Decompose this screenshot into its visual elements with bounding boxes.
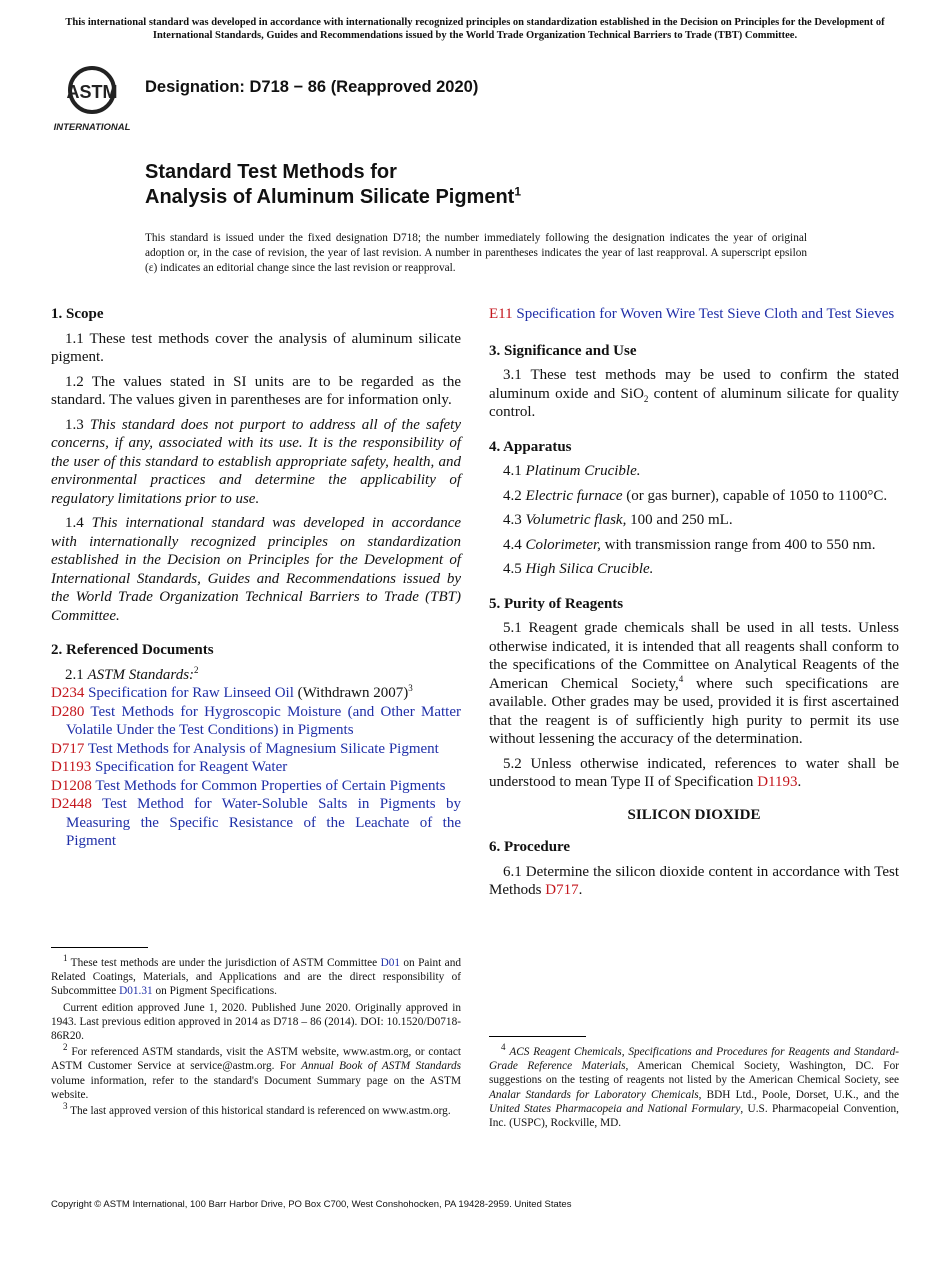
section-procedure-heading: 6. Procedure [489,839,571,855]
para-4-5: 4.5 High Silica Crucible. [503,561,654,577]
para-1-4: 1.4 This international standard was developed in accordance with internationally recognized principles on standardization established in the Decision on Principles for the Development of International Standards, Guides and Recommendations issued by the World Trade Organization Technical Barriers to Trade (TBT) Committee. [51,515,462,624]
footnote-2: $^2$ For referenced ASTM standards, visit the ASTM website, www.astm.org, or contact ASTM Customer Service at service@astm.org. For Annual Book of ASTM Standards volume information, refer to the standard's Document Summary page on the ASTM website. [51,1042,461,1101]
left-column [51,305,461,851]
reference-d234[interactable]: D234 Specification for Raw Linseed Oil (Withdrawn 2007)$^3$ [51,683,413,701]
designation: Designation: D718 − 86 (Reapproved 2020) [145,78,479,96]
footnote-rule [51,947,148,948]
footnote-1: $^1$ These test methods are under the jurisdiction of ASTM Committee D01 on Paint and Related Coatings, Materials, and Applications and are the direct responsibility of Subcommittee D01.31 on Pigment Specifications. [51,953,461,998]
footnote-3: $^3$ The last approved version of this historical standard is referenced on www.astm.org. [63,1101,451,1118]
para-1-3: 1.3 This standard does not purport to address all of the safety concerns, if any, associated with its use. It is the responsibility of the user of this standard to establish appropriate safety, health, and environmental practices and determine the applicability of regulatory limitations prior to use. [51,416,462,507]
para-4-2: 4.2 Electric furnace (or gas burner), capable of 1050 to 1100°C. [503,487,888,504]
logo-bottom-text: INTERNATIONAL [53,122,131,133]
top-notice: This international standard was developed in accordance with internationally recognized principles on standardization established in the Decision on Principles for the Development of International Standards, Guides and Recommendations issued by the World Trade Organization Technical Barriers to Trade (TBT) Committee. [65,17,885,41]
footnote-1-edition: Current edition approved June 1, 2020. Published June 2020. Originally approved in 1943. Last previous edition approved in 2014 as D718 – 86 (2014). DOI: 10.1520/D0718-86R20. [51,1001,461,1043]
para-1-1: 1.1 These test methods cover the analysis of aluminum silicate pigment. [51,330,461,365]
intro-paragraph: This standard is issued under the fixed designation D718; the number immediately following the designation indicates the year of original adoption or, in the case of revision, the year of last revision. A number in parentheses indicates the year of last reapproval. A superscript epsilon (ε) indicates an editorial change since the last revision or reapproval. [145,232,807,274]
para-1-2: 1.2 The values stated in SI units are to be regarded as the standard. The values given in parentheses are for information only. [51,373,461,408]
para-2-1: 2.1 ASTM Standards:$^2$ [65,664,199,683]
page-title [145,160,521,210]
section-apparatus-heading: 4. Apparatus [489,438,572,455]
right-column [489,305,899,906]
reference-d280[interactable]: D280 Test Methods for Hygroscopic Moisture (and Other Matter Volatile Under the Test Conditions) in Pigments [51,703,462,738]
para-5-2: 5.2 Unless otherwise indicated, references to water shall be understood to mean Type II of Specification D1193. [489,755,899,790]
title-line1: Standard Test Methods for [145,161,397,183]
section-purity-heading: 5. Purity of Reagents [489,595,624,612]
para-4-1: 4.1 Platinum Crucible. [503,463,641,479]
reference-d1193[interactable]: D1193 Specification for Reagent Water [51,759,288,775]
section-scope-heading: 1. Scope [51,306,104,322]
para-4-3: 4.3 Volumetric flask, 100 and 250 mL. [503,512,733,528]
title-line2: Analysis of Aluminum Silicate Pigment [145,186,515,208]
title-footnote-mark: 1 [514,184,522,199]
para-4-4: 4.4 Colorimeter, with transmission range from 400 to 550 nm. [503,536,876,553]
para-6-1: 6.1 Determine the silicon dioxide content in accordance with Test Methods D717. [489,863,899,898]
astm-logo [52,60,136,134]
footnote-rule-right [489,1036,586,1037]
reference-d2448[interactable]: D2448 Test Method for Water-Soluble Salts in Pigments by Measuring the Specific Resistance of the Leachate of the Pigment [51,796,461,849]
copyright-footer: Copyright © ASTM International, 100 Barr Harbor Drive, PO Box C700, West Conshohocken, PA 19428-2959. United States [51,1199,572,1210]
footnotes-left [51,947,461,1120]
silicon-dioxide-heading: SILICON DIOXIDE [627,806,761,823]
footnotes-right [489,1036,899,1132]
reference-d1208[interactable]: D1208 Test Methods for Common Properties of Certain Pigments [51,777,446,794]
reference-e11[interactable]: E11 Specification for Woven Wire Test Sieve Cloth and Test Sieves [489,306,895,322]
reference-d717[interactable]: D717 Test Methods for Analysis of Magnesium Silicate Pigment [51,740,439,757]
section-significance-heading: 3. Significance and Use [489,342,637,359]
footnote-4: $^4$ ACS Reagent Chemicals, Specifications and Procedures for Reagents and Standard-Grade Reference Materials, American Chemical Society, Washington, DC. For suggestions on the testing of reagents not listed by the American Chemical Society, see Analar Standards for Laboratory Chemicals, BDH Ltd., Poole, Dorset, U.K., and the United States Pharmacopeia and National Formulary, U.S. Pharmacopeial Convention, Inc. (USPC), Rockville, MD. [489,1042,899,1130]
para-5-1: 5.1 Reagent grade chemicals shall be used in all tests. Unless otherwise indicated, it is intended that all reagents shall conform to the specifications of the Committee on Analytical Reagents of the American Chemical Society,$^4$ where such specifications are available. Other grades may be used, provided it is first ascertained that the reagent is of sufficiently high purity to permit its use without lessening the accuracy of the determination. [489,620,899,747]
section-referenced-documents-heading: 2. Referenced Documents [51,642,214,658]
para-3-1: 3.1 These test methods may be used to confirm the stated aluminum oxide and SiO$_2$ content of aluminum silicate for quality control. [489,367,899,420]
logo-top-text: ASTM [66,82,118,102]
